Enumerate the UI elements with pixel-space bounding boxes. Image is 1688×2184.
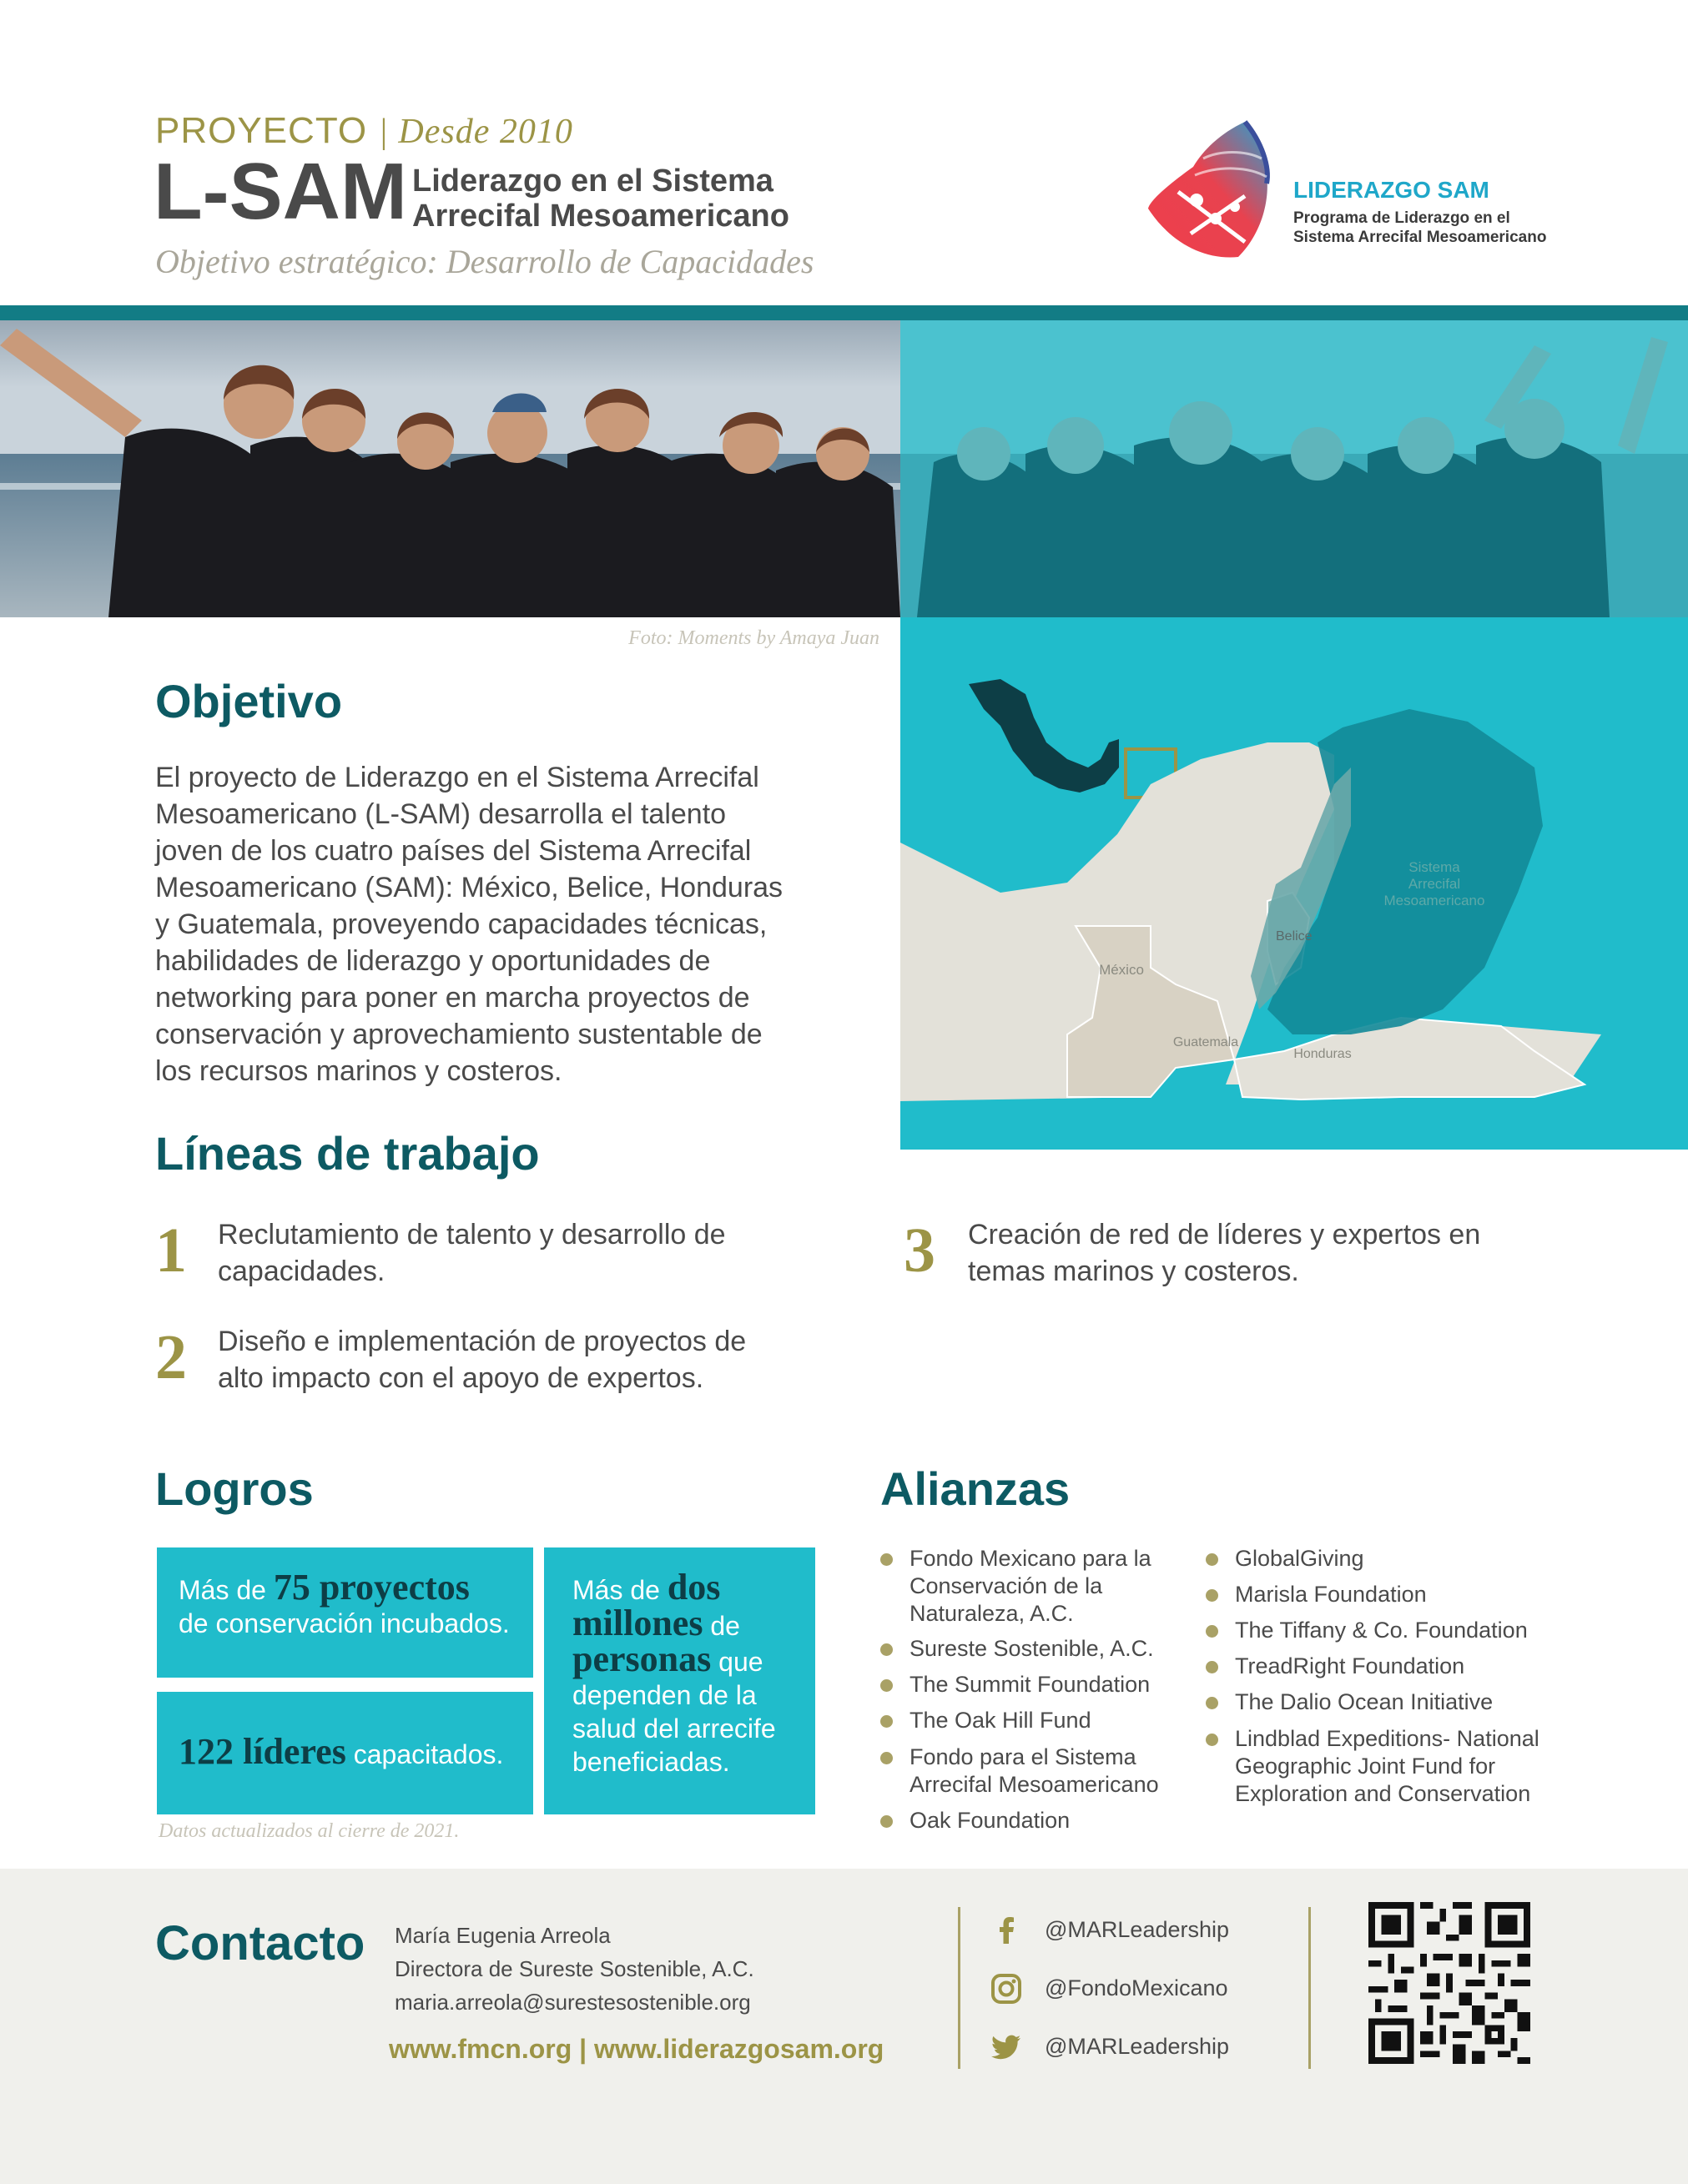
- ally-name: Conservación de la: [910, 1573, 1103, 1598]
- team-photo-left: [0, 320, 900, 617]
- bullet-icon: [880, 1643, 893, 1656]
- ally-name: The Oak Hill Fund: [910, 1708, 1091, 1733]
- bullet-icon: [1206, 1589, 1218, 1602]
- objetivo-line: joven de los cuatro países del Sistema Arrecifal: [155, 835, 752, 867]
- footer-divider: [1308, 1907, 1311, 2069]
- lineas-heading: Líneas de trabajo: [155, 1127, 540, 1180]
- alianzas-heading: Alianzas: [880, 1462, 1071, 1515]
- bullet-icon: [1206, 1625, 1218, 1638]
- project-since: | Desde 2010: [378, 113, 573, 151]
- line-item-3: [968, 1216, 1480, 1290]
- ally-item: [880, 1707, 1197, 1735]
- objetivo-line: Mesoamericano (SAM): México, Belice, Honduras: [155, 872, 784, 903]
- contact-email[interactable]: maria.arreola@surestesostenible.org: [395, 1990, 751, 2015]
- team-photo-right: [900, 320, 1688, 617]
- footer-divider: [958, 1907, 960, 2069]
- map-label-sam-line2: Arrecifal: [1408, 876, 1461, 892]
- ally-name: The Dalio Ocean Initiative: [1235, 1689, 1494, 1714]
- ally-name: Fondo para el Sistema: [910, 1744, 1136, 1769]
- ally-item: [1206, 1617, 1556, 1645]
- ally-name: TreadRight Foundation: [1235, 1653, 1465, 1678]
- ally-name: Lindblad Expeditions- National: [1235, 1726, 1539, 1751]
- logo-tagline-line2: Sistema Arrecifal Mesoamericano: [1293, 229, 1547, 246]
- bullet-icon: [1206, 1553, 1218, 1566]
- mexico-inset-shape: [969, 679, 1119, 793]
- website-links[interactable]: www.fmcn.org | www.liderazgosam.org: [389, 2034, 884, 2064]
- achievement-box-people: [544, 1547, 815, 1814]
- box-highlight: 122 líderes: [179, 1731, 346, 1772]
- objetivo-line: los recursos marinos y costeros.: [155, 1055, 562, 1087]
- map-label-belice: Belice: [1276, 929, 1313, 944]
- box-text: de conservación incubados.: [179, 1608, 510, 1638]
- objetivo-line: y Guatemala, proveyendo capacidades técnicas,: [155, 908, 768, 940]
- bullet-icon: [1206, 1697, 1218, 1709]
- line-item-text: alto impacto con el apoyo de expertos.: [218, 1362, 704, 1394]
- box-text: Más de: [572, 1575, 668, 1605]
- box-highlight: millones: [572, 1603, 703, 1643]
- box-text: salud del arrecife: [572, 1713, 776, 1744]
- bullet-icon: [880, 1679, 893, 1692]
- line-item-text: Creación de red de líderes y expertos en: [968, 1219, 1481, 1251]
- line-item-1: [218, 1216, 726, 1290]
- map-label-sam-line1: Sistema: [1408, 859, 1460, 875]
- objetivo-line: conservación y aprovechamiento sustentable de: [155, 1019, 763, 1050]
- ally-item: [880, 1545, 1197, 1628]
- social-handle: @FondoMexicano: [1045, 1975, 1228, 2000]
- box-text: dependen de la: [572, 1680, 757, 1710]
- project-word: PROYECTO: [155, 110, 368, 151]
- contact-role: Directora de Sureste Sostenible, A.C.: [395, 1956, 754, 1981]
- logo-tagline: [1293, 209, 1546, 247]
- objetivo-heading: Objetivo: [155, 675, 343, 727]
- social-instagram[interactable]: [990, 1972, 1273, 2009]
- contact-info: [395, 1919, 754, 2019]
- mesoamerican-reef-map: [900, 617, 1688, 1150]
- data-note: Datos actualizados al cierre de 2021.: [159, 1820, 460, 1842]
- ally-name: Sureste Sostenible, A.C.: [910, 1636, 1154, 1661]
- ally-name: Naturaleza, A.C.: [910, 1601, 1074, 1626]
- achievement-box-projects: [157, 1547, 533, 1678]
- objetivo-line: habilidades de liderazgo y oportunidades de: [155, 945, 711, 977]
- ally-name: Exploration and Conservation: [1235, 1781, 1531, 1806]
- ally-name: Marisla Foundation: [1235, 1582, 1427, 1607]
- logo-name: LIDERAZGO SAM: [1293, 177, 1489, 203]
- objetivo-line: El proyecto de Liderazgo en el Sistema Arrecifal: [155, 762, 759, 793]
- ally-item: [1206, 1725, 1573, 1809]
- facebook-icon: [990, 1914, 1023, 1947]
- ally-item: [1206, 1545, 1556, 1573]
- project-name-line2: Arrecifal Mesoamericano: [412, 199, 789, 234]
- project-label: [155, 110, 573, 152]
- ally-item: [880, 1807, 1197, 1835]
- ally-item: [1206, 1653, 1556, 1681]
- liderazgo-sam-logo-icon: [1145, 117, 1295, 267]
- box-text: que: [711, 1647, 763, 1677]
- header-divider-bar: [0, 305, 1688, 320]
- line-item-text: capacidades.: [218, 1256, 385, 1287]
- objetivo-line: networking para poner en marcha proyectos de: [155, 982, 750, 1014]
- ally-name: GlobalGiving: [1235, 1546, 1364, 1571]
- social-handle: @MARLeadership: [1045, 1917, 1230, 1942]
- instagram-icon: [990, 1972, 1023, 2005]
- logros-heading: Logros: [155, 1462, 314, 1515]
- box-highlight: personas: [572, 1638, 712, 1679]
- map-label-mexico: México: [1099, 962, 1144, 978]
- box-text: Más de: [179, 1575, 274, 1605]
- line-item-text: temas marinos y costeros.: [968, 1256, 1299, 1287]
- ally-name: The Tiffany & Co. Foundation: [1235, 1618, 1528, 1643]
- objetivo-paragraph: [155, 759, 823, 1089]
- ally-name: Fondo Mexicano para la: [910, 1546, 1151, 1571]
- project-full-name: [412, 164, 789, 234]
- photo-credit: Foto: Moments by Amaya Juan: [628, 627, 879, 649]
- contacto-heading: Contacto: [155, 1916, 365, 1970]
- ally-item: [1206, 1688, 1556, 1717]
- line-number: 3: [904, 1215, 935, 1286]
- ally-name: Arrecifal Mesoamericano: [910, 1772, 1159, 1797]
- project-name-line1: Liderazgo en el Sistema: [412, 164, 773, 199]
- box-text: de: [703, 1611, 740, 1641]
- line-number: 2: [155, 1322, 187, 1392]
- line-item-text: Diseño e implementación de proyectos de: [218, 1326, 747, 1357]
- bullet-icon: [880, 1715, 893, 1728]
- bullet-icon: [880, 1752, 893, 1764]
- bullet-icon: [1206, 1734, 1218, 1746]
- ally-item: [880, 1671, 1197, 1699]
- objetivo-line: Mesoamericano (L-SAM) desarrolla el talento: [155, 798, 727, 830]
- bullet-icon: [1206, 1661, 1218, 1673]
- ally-item: [1206, 1581, 1556, 1609]
- map-panel: [900, 617, 1688, 1150]
- line-number: 1: [155, 1215, 187, 1286]
- twitter-icon: [990, 2031, 1023, 2064]
- social-handle: @MARLeadership: [1045, 2034, 1230, 2059]
- map-label-guatemala: Guatemala: [1172, 1035, 1239, 1049]
- bullet-icon: [880, 1553, 893, 1566]
- social-twitter[interactable]: [990, 2031, 1273, 2067]
- box-highlight: 75 proyectos: [273, 1567, 470, 1608]
- ally-name: The Summit Foundation: [910, 1672, 1151, 1697]
- achievement-box-leaders: [157, 1692, 533, 1814]
- contact-name: María Eugenia Arreola: [395, 1923, 611, 1948]
- map-label-sam-line3: Mesoamericano: [1383, 893, 1485, 908]
- ally-item: [880, 1744, 1197, 1800]
- ally-name: Geographic Joint Fund for: [1235, 1754, 1496, 1779]
- ally-item: [880, 1635, 1197, 1663]
- box-text: beneficiadas.: [572, 1747, 730, 1777]
- map-label-honduras: Honduras: [1293, 1047, 1352, 1061]
- bullet-icon: [880, 1815, 893, 1828]
- strategic-objective: Objetivo estratégico: Desarrollo de Capacidades: [155, 243, 814, 280]
- qr-code[interactable]: [1368, 1902, 1530, 2064]
- line-item-text: Reclutamiento de talento y desarrollo de: [218, 1219, 726, 1251]
- social-facebook[interactable]: [990, 1914, 1273, 1950]
- line-item-2: [218, 1323, 746, 1396]
- box-highlight: dos: [667, 1567, 721, 1608]
- project-acronym: L-SAM: [154, 147, 407, 236]
- box-text: capacitados.: [345, 1739, 504, 1769]
- logo-tagline-line1: Programa de Liderazgo en el: [1293, 209, 1510, 227]
- ally-name: Oak Foundation: [910, 1808, 1071, 1833]
